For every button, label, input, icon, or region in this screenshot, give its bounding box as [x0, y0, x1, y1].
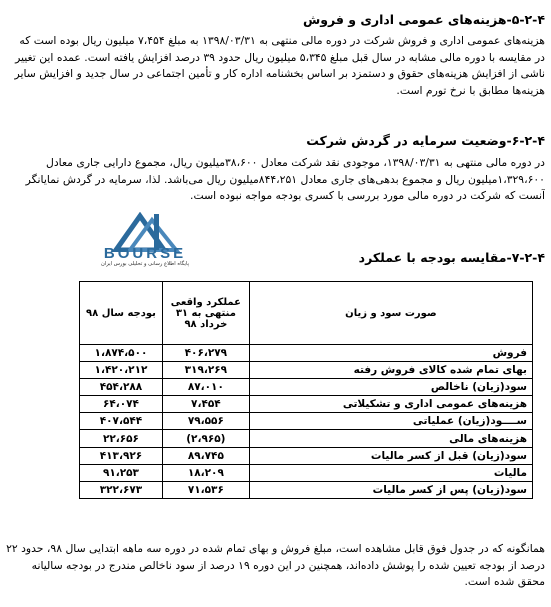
paragraph-line: در مقایسه با دوره مالی مشابه در سال قبل مبلغ ۵،۳۴۵ میلیون ریال حدود ۳۹ درصد افزایش یافته است. عمده این تغییر: [15, 50, 545, 64]
actual-value: ۸۹،۷۴۵: [162, 447, 249, 464]
actual-value: (۲،۹۶۵): [162, 430, 249, 447]
row-label: مالیات: [249, 464, 532, 481]
row-label: بهای تمام شده کالای فروش رفته: [249, 362, 532, 379]
logo-subtitle: پایگاه اطلاع رسانی و تحلیلی بورس ایران: [100, 261, 190, 267]
actual-value: ۴۰۶،۲۷۹: [162, 345, 249, 362]
paragraph-line: محقق شده است.: [464, 575, 545, 588]
header-actual-performance: عملکرد واقعی منتهی به ۳۱ خرداد ۹۸: [162, 282, 249, 345]
section-5-paragraph: [6, 33, 545, 99]
budget-value: ۴۵۴،۲۸۸: [80, 379, 163, 396]
budget-value: ۱،۴۲۰،۲۱۲: [80, 362, 163, 379]
budget-value: ۱،۸۷۴،۵۰۰: [80, 345, 163, 362]
table-header-row: [80, 282, 533, 345]
row-label: هزینه‌های عمومی اداری و تشکیلاتی: [249, 396, 532, 413]
row-label: سود(زیان) قبل از کسر مالیات: [249, 447, 532, 464]
row-label: فروش: [249, 345, 532, 362]
budget-value: ۴۰۷،۵۴۴: [80, 413, 163, 430]
actual-value: ۸۷،۰۱۰: [162, 379, 249, 396]
section-6-paragraph: [6, 155, 545, 205]
table-row: [80, 447, 533, 464]
table-row: [80, 345, 533, 362]
table-row: [80, 413, 533, 430]
actual-value: ۳۱۹،۲۶۹: [162, 362, 249, 379]
budget-value: ۲۲،۶۵۶: [80, 430, 163, 447]
row-label: سود(زیان) ناخالص: [249, 379, 532, 396]
budget-value: ۴۱۳،۹۲۶: [80, 447, 163, 464]
actual-value: ۷۹،۵۵۶: [162, 413, 249, 430]
budget-comparison-table: [79, 281, 533, 499]
actual-value: ۱۸،۲۰۹: [162, 464, 249, 481]
budget-value: ۶۴،۰۷۴: [80, 396, 163, 413]
table-row: [80, 362, 533, 379]
paragraph-line: ۱،۳۲۹،۶۰۰میلیون ریال و مجموع بدهی‌های جاری معادل ۸۴۴،۲۵۱میلیون ریال می‌باشد. لذا، سرمایه در گردش نمایانگر: [25, 172, 545, 186]
paragraph-line: در دوره مالی منتهی به ۱۳۹۸/۰۳/۳۱، موجودی نقد شرکت معادل ۳۸،۶۰۰میلیون ریال، مجموع دارایی جاری معادل: [46, 156, 545, 169]
paragraph-line: همانگونه که در جدول فوق قابل مشاهده است، مبلغ فروش و بهای تمام شده در دوره سه ماهه ابتدایی سال ۹۸، حدود ۲۲: [6, 542, 545, 555]
table-row: [80, 396, 533, 413]
header-income-statement: صورت سود و زیان: [249, 282, 532, 345]
section-7-heading: ۷-۲-۴-مقایسه بودجه با عملکرد: [358, 250, 545, 265]
paragraph-line: هزینه‌ها مطابق با نرخ تورم است.: [396, 83, 545, 97]
bourse-logo: [76, 212, 214, 268]
header-budget-98: بودجه سال ۹۸: [80, 282, 163, 345]
actual-value: ۷۱،۵۳۶: [162, 481, 249, 498]
budget-value: ۹۱،۲۵۳: [80, 464, 163, 481]
paragraph-line: آنست که شرکت در دوره مالی مورد بررسی با کسری بودجه مواجه نبوده است.: [190, 189, 545, 202]
table-row: [80, 481, 533, 498]
row-label: ســــود(زیان) عملیاتی: [249, 413, 532, 430]
paragraph-line: ناشی از افزایش هزینه‌های حقوق و دستمزد بر اساس بخشنامه اداره کار و تأمین اجتماعی در سال جدید و افزایش سایر: [14, 67, 545, 80]
table-row: [80, 379, 533, 396]
budget-value: ۳۲۲،۶۷۳: [80, 481, 163, 498]
section-6-heading: ۶-۲-۴-وضعیت سرمایه در گردش شرکت: [306, 133, 545, 148]
paragraph-line: هزینه‌های عمومی اداری و فروش شرکت در دوره مالی منتهی به ۱۳۹۸/۰۳/۳۱ به مبلغ ۷،۴۵۴ میلیون ریال بوده است که: [19, 34, 545, 47]
table-row: [80, 430, 533, 447]
logo-wordmark: BOURSE: [103, 245, 187, 262]
paragraph-line: درصد از بودجه تعیین شده را پوشش داده‌اند، همچنین در این دوره ۱۹ درصد از سود ناخالص مندرج در بودجه سالیانه: [31, 558, 545, 572]
actual-value: ۷،۴۵۴: [162, 396, 249, 413]
table-body: [80, 345, 533, 499]
closing-paragraph: [6, 541, 545, 591]
row-label: هزینه‌های مالی: [249, 430, 532, 447]
table-row: [80, 464, 533, 481]
section-5-heading: ۵-۲-۴-هزینه‌های عمومی اداری و فروش: [302, 12, 545, 27]
row-label: سود(زیان) پس از کسر مالیات: [249, 481, 532, 498]
